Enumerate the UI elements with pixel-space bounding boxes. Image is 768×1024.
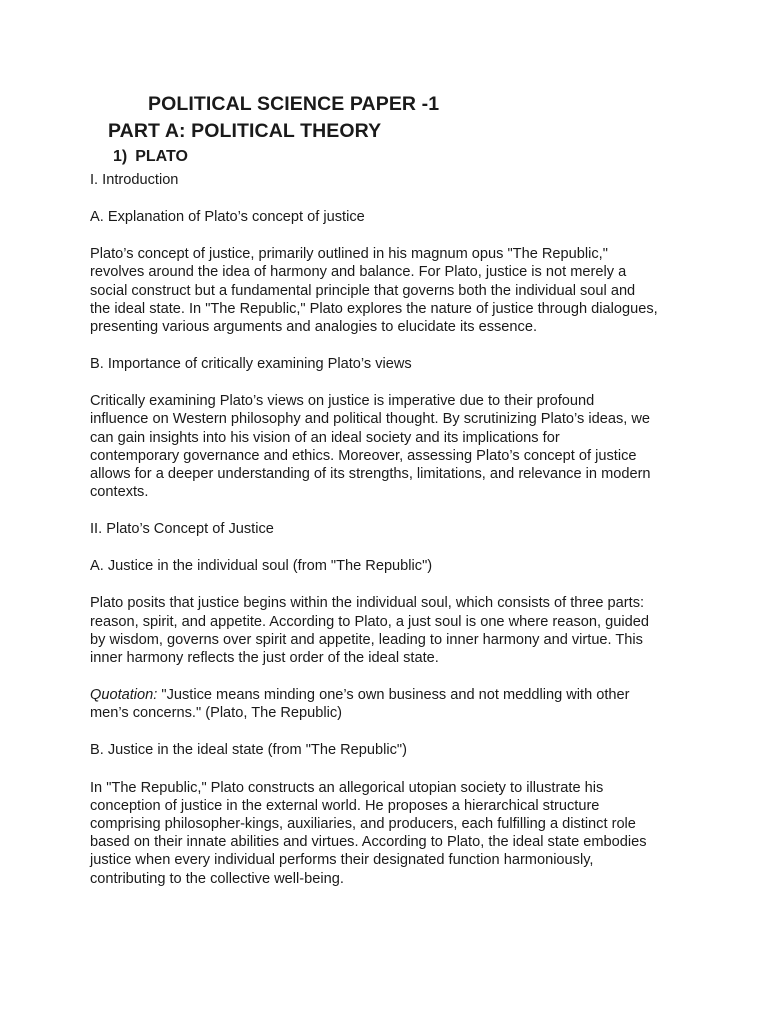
paragraph-line: Plato’s concept of justice, primarily outlined in his magnum opus "The Republic," (90, 246, 608, 263)
subheading-ideal-state: B. Justice in the ideal state (from "The Republic") (90, 742, 407, 759)
section-title: PLATO (135, 148, 188, 165)
paragraph-line: revolves around the idea of harmony and balance. For Plato, justice is not merely a (90, 264, 627, 281)
subheading-concept-explanation: A. Explanation of Plato’s concept of justice (90, 209, 365, 226)
paragraph-ideal-state (90, 779, 690, 888)
paragraph-line: comprising philosopher-kings, auxiliaries, and producers, each fulfilling a distinct role (90, 815, 636, 832)
quotation (90, 686, 690, 722)
paragraph-individual-soul (90, 594, 690, 667)
quotation-text: "Justice means minding one’s own business and not meddling with other (157, 687, 630, 704)
paragraph-line: inner harmony reflects the just order of the ideal state. (90, 650, 439, 667)
paragraph-line: justice when every individual performs their designated function harmoniously, (90, 852, 594, 869)
section-heading (113, 148, 188, 166)
paper-title: POLITICAL SCIENCE PAPER -1 (148, 93, 440, 115)
paragraph-line: contexts. (90, 484, 149, 501)
paragraph-line: reason, spirit, and appetite. According to Plato, a just soul is one where reason, guided (90, 613, 649, 630)
part-heading: PART A: POLITICAL THEORY (108, 120, 382, 142)
paragraph-line: In "The Republic," Plato constructs an allegorical utopian society to illustrate his (90, 779, 604, 796)
quotation-line: men’s concerns." (Plato, The Republic) (90, 705, 343, 722)
intro-heading: I. Introduction (90, 172, 179, 188)
subheading-importance: B. Importance of critically examining Plato’s views (90, 356, 412, 373)
paragraph-line: allows for a deeper understanding of its strengths, limitations, and relevance in modern (90, 466, 651, 482)
document-body (90, 171, 690, 907)
paragraph-line: the ideal state. In "The Republic," Plato explores the nature of justice through dialogues, (90, 300, 658, 317)
paragraph-line: can gain insights into his vision of an ideal society and its implications for (90, 429, 560, 446)
paragraph-line: social construct but a fundamental principle that governs both the individual soul and (90, 282, 636, 299)
paragraph-concept-explanation (90, 245, 690, 336)
subheading-individual-soul: A. Justice in the individual soul (from "The Republic") (90, 558, 433, 575)
paragraph-line: Critically examining Plato’s views on justice is imperative due to their profound (90, 393, 595, 410)
section-number: 1) (113, 148, 128, 165)
paragraph-line: by wisdom, governs over spirit and appetite, leading to inner harmony and virtue. This (90, 631, 643, 648)
paragraph-line: presenting various arguments and analogies to elucidate its essence. (90, 319, 538, 335)
quotation-line (90, 686, 690, 704)
quotation-label: Quotation: (90, 687, 158, 704)
paragraph-line: Plato posits that justice begins within the individual soul, which consists of three parts: (90, 595, 645, 612)
paragraph-line: based on their innate abilities and virtues. According to Plato, the ideal state embodies (90, 834, 647, 851)
paragraph-importance (90, 392, 690, 501)
paragraph-line: contemporary governance and ethics. Moreover, assessing Plato’s concept of justice (90, 447, 637, 464)
paragraph-line: contributing to the collective well-being. (90, 870, 344, 887)
section-heading-concept: II. Plato’s Concept of Justice (90, 521, 274, 538)
paragraph-line: influence on Western philosophy and political thought. By scrutinizing Plato’s ideas, we (90, 411, 651, 428)
paragraph-line: conception of justice in the external world. He proposes a hierarchical structure (90, 797, 600, 814)
